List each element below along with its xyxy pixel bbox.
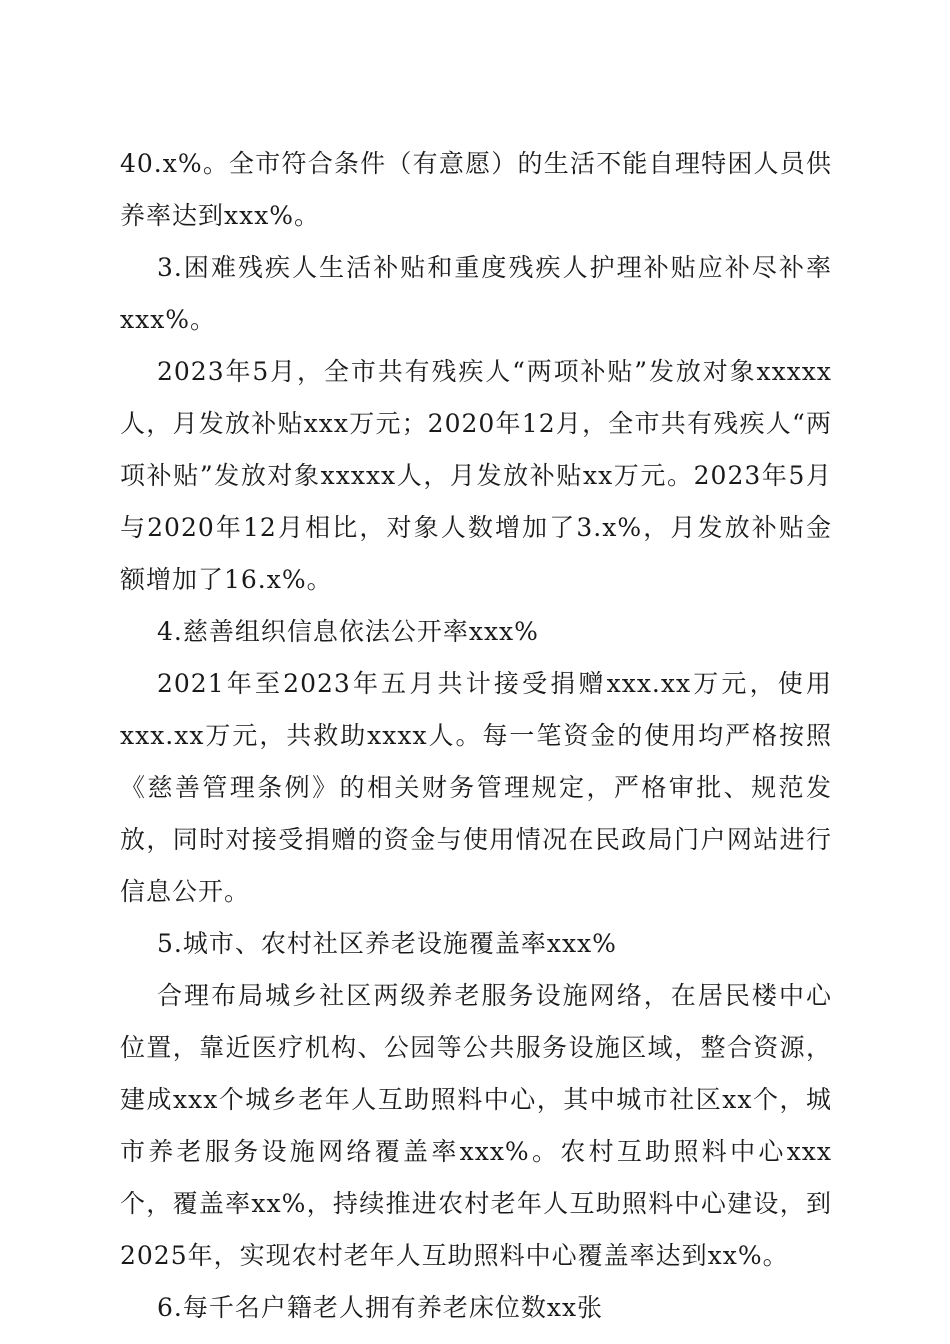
item-3-body: 2023年5月，全市共有残疾人“两项补贴”发放对象xxxxx人，月发放补贴xxx万元；2020年12月，全市共有残疾人“两项补贴”发放对象xxxxx人，月发放补贴xx万元。2023年5月与2020年12月相比，对象人数增加了3.x%，月发放补贴金额增加了16.x%。	[120, 357, 832, 594]
item-6-heading: 6.每千名户籍老人拥有养老床位数xx张	[157, 1293, 604, 1322]
item-4-body: 2021年至2023年五月共计接受捐赠xxx.xx万元，使用xxx.xx万元，共救助xxxx人。每一笔资金的使用均严格按照《慈善管理条例》的相关财务管理规定，严格审批、规范发放，同时对接受捐赠的资金与使用情况在民政局门户网站进行信息公开。	[120, 669, 832, 906]
item-4-heading: 4.慈善组织信息依法公开率xxx%	[157, 617, 539, 646]
item-5-body: 合理布局城乡社区两级养老服务设施网络，在居民楼中心位置，靠近医疗机构、公园等公共服务设施区域，整合资源，建成xxx个城乡老年人互助照料中心，其中城市社区xx个，城市养老服务设施网络覆盖率xxx%。农村互助照料中心xxx个，覆盖率xx%，持续推进农村老年人互助照料中心建设，到2025年，实现农村老年人互助照料中心覆盖率达到xx%。	[120, 981, 832, 1270]
item-5-heading: 5.城市、农村社区养老设施覆盖率xxx%	[157, 929, 617, 958]
document-body	[120, 138, 832, 1334]
paragraph-continuation: 40.x%。全市符合条件（有意愿）的生活不能自理特困人员供养率达到xxx%。	[120, 149, 832, 230]
item-3-heading: 3.困难残疾人生活补贴和重度残疾人护理补贴应补尽补率xxx%。	[120, 253, 832, 334]
